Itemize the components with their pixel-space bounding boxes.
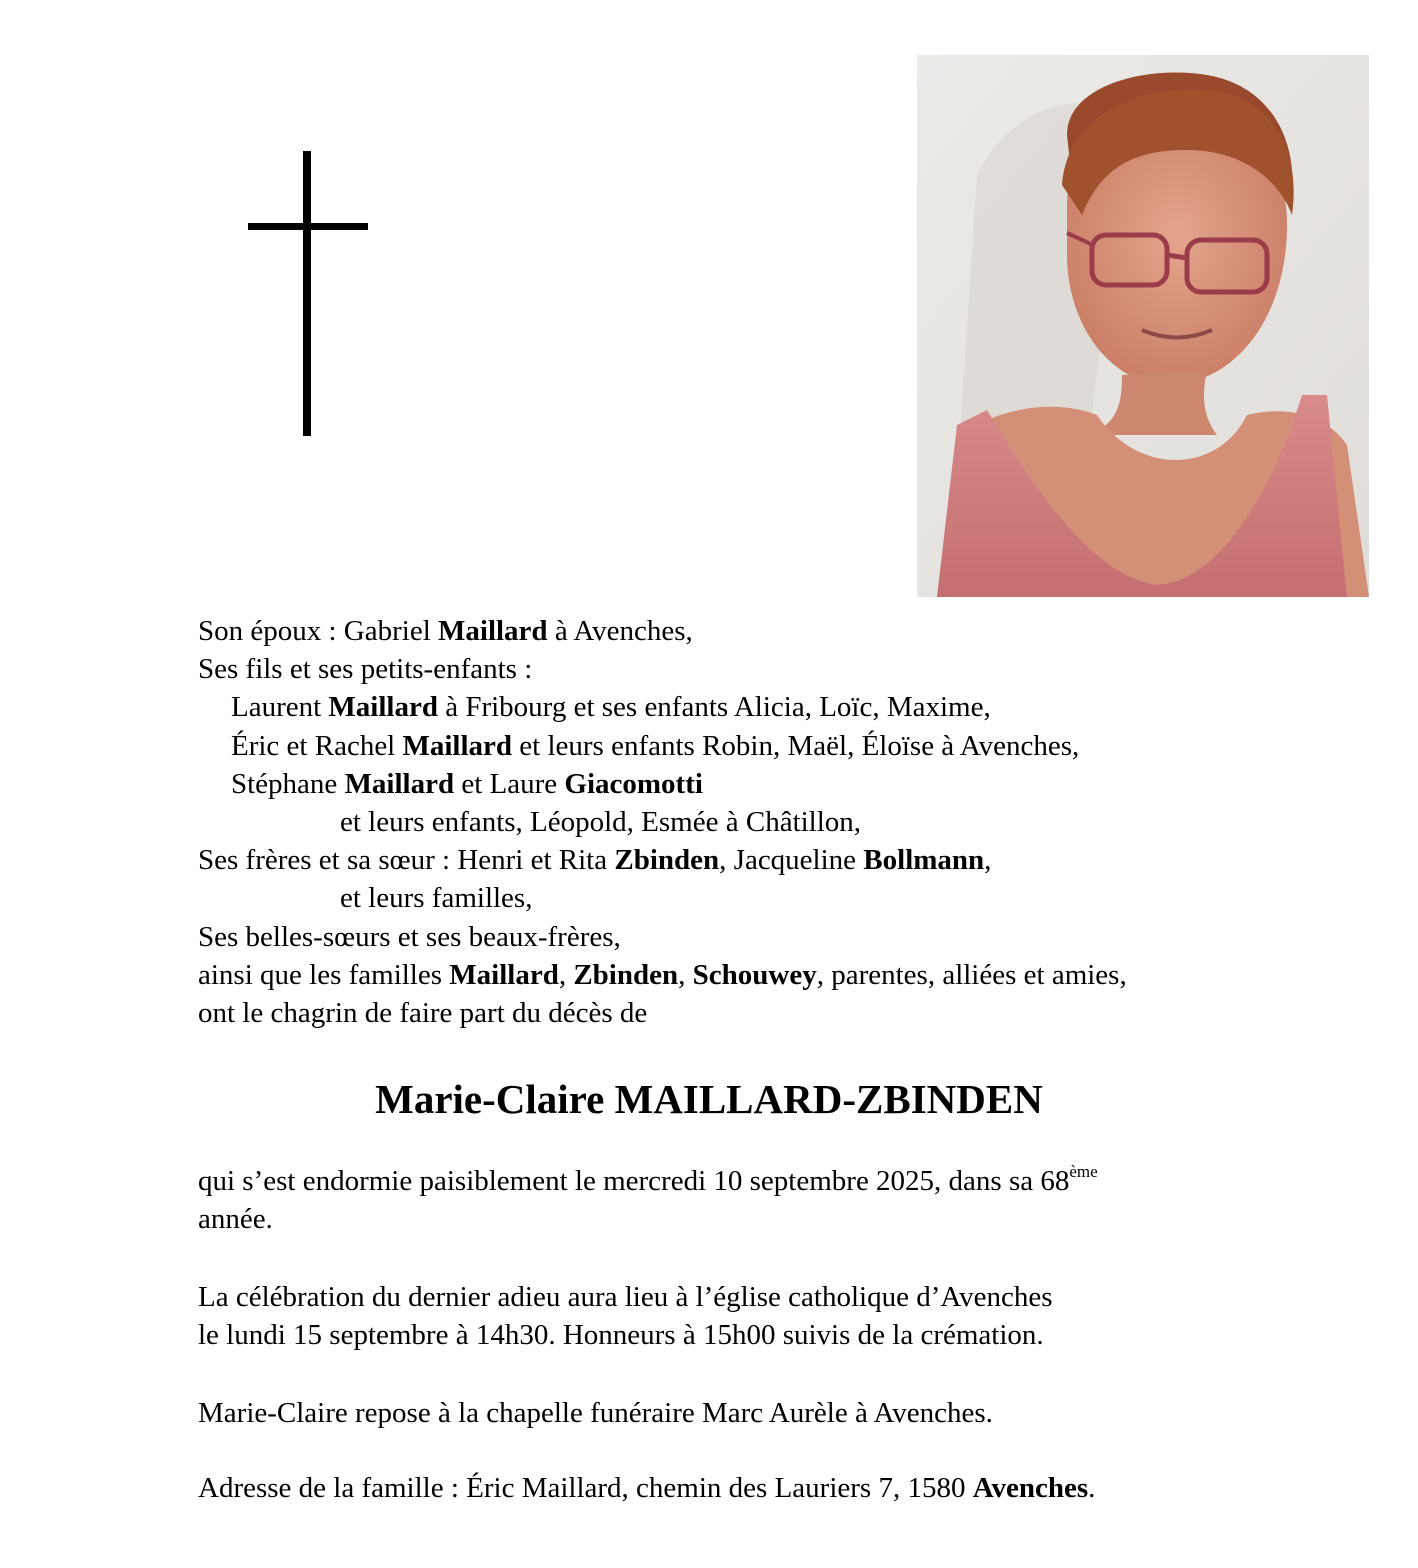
text: , [984,844,992,877]
text: Éric et Rachel [231,729,403,762]
family-list [198,612,1318,1032]
text: . [1088,1472,1096,1504]
rest-line: Marie-Claire repose à la chapelle funéraire Marc Aurèle à Avenches. [198,1397,993,1429]
text: Laurent [231,691,329,724]
rest-paragraph [198,1394,1318,1432]
surname: Bollmann [863,844,985,877]
family-line-stephane [198,765,1318,803]
surname: Zbinden [614,844,720,877]
text: ainsi que les familles [198,958,450,991]
address-line [198,1469,1318,1507]
text: à Avenches, [547,615,693,647]
passing-paragraph [198,1162,1318,1238]
text: Stéphane [231,767,345,800]
family-line-in-laws: Ses belles-sœurs et ses beaux-frères, [198,920,621,953]
ceremony-paragraph [198,1278,1318,1354]
city: Avenches [972,1472,1089,1504]
family-line-spouse [198,612,1318,650]
family-line-sons-heading: Ses fils et ses petits-enfants : [198,653,533,686]
surname: Maillard [402,729,513,762]
surname: Zbinden [573,958,679,991]
text: qui s’est endormie paisiblement le mercredi 10 septembre 2025, dans sa 68 [198,1165,1070,1197]
surname: Giacomotti [564,767,703,800]
text: et Laure [454,767,565,800]
text: et leurs enfants Robin, Maël, Éloïse à Avenches, [512,729,1080,762]
cross-vertical-bar [303,151,311,436]
family-line-sibling-families: et leurs familles, [340,882,533,915]
cross-icon [248,151,368,436]
address-paragraph [198,1469,1318,1507]
text: , [558,958,574,991]
text: , [678,958,693,991]
passing-line-2: année. [198,1203,273,1236]
ceremony-line-1: La célébration du dernier adieu aura lieu à l’église catholique d’Avenches [198,1281,1053,1313]
family-line-eric [198,727,1318,765]
family-line-announce: ont le chagrin de faire part du décès de [198,997,648,1030]
surname: Schouwey [692,958,817,991]
passing-line-1 [198,1162,1318,1200]
cross-horizontal-bar [248,223,368,230]
family-line-stephane-children: et leurs enfants, Léopold, Esmée à Châtillon, [340,806,862,839]
surname: Maillard [449,958,559,991]
ordinal-suffix: ème [1069,1162,1098,1181]
text: , parentes, alliées et amies, [816,958,1127,991]
surname: Maillard [328,691,438,724]
text: , Jacqueline [719,844,864,877]
text: Son époux : Gabriel [198,615,439,647]
ceremony-line-2: le lundi 15 septembre à 14h30. Honneurs à 15h00 suivis de la crémation. [198,1319,1044,1352]
family-line-siblings [198,841,1318,879]
deceased-name: Marie-Claire MAILLARD-ZBINDEN [375,1076,1043,1122]
text: Ses frères et sa sœur : Henri et Rita [198,844,615,877]
portrait-photo [917,55,1369,597]
family-line-families [198,956,1318,994]
family-line-laurent [198,688,1318,726]
text: Adresse de la famille : Éric Maillard, chemin des Lauriers 7, 1580 [198,1472,973,1504]
text: à Fribourg et ses enfants Alicia, Loïc, Maxime, [437,691,991,724]
surname: Maillard [344,767,455,800]
surname: Maillard [438,615,548,647]
